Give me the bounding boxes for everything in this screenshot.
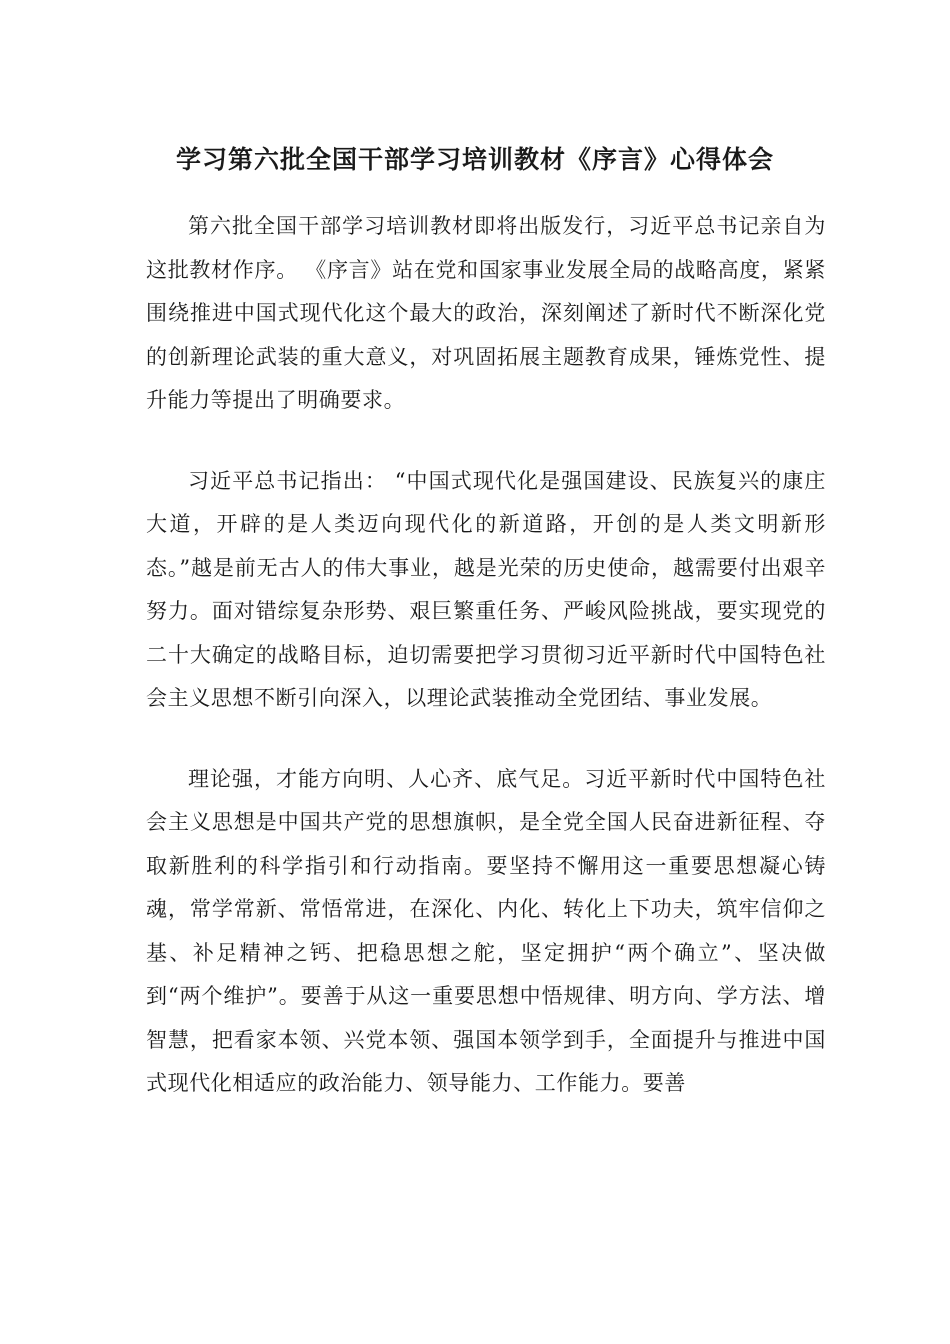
paragraph-1: 第六批全国干部学习培训教材即将出版发行，习近平总书记亲自为这批教材作序。 《序言》站在党和国家事业发展全局的战略高度，紧紧围绕推进中国式现代化这个最大的政治，深刻阐述了新时代不断深化党的创新理论武装的重大意义，对巩固拓展主题教育成果，锤炼党性、提升能力等提出了明确要求。 (146, 214, 826, 412)
document-title: 学习第六批全国干部学习培训教材《序言》心得体会 (175, 145, 774, 174)
document-body (146, 205, 826, 1143)
paragraph-3: 理论强，才能方向明、人心齐、底气足。习近平新时代中国特色社会主义思想是中国共产党的思想旗帜，是全党全国人民奋进新征程、夺取新胜利的科学指引和行动指南。要坚持不懈用这一重要思想凝心铸魂，常学常新、常悟常进，在深化、内化、转化上下功夫，筑牢信仰之基、补足精神之钙、把稳思想之舵，坚定拥护“两个确立”、坚决做到“两个维护”。要善于从这一重要思想中悟规律、明方向、学方法、增智慧，把看家本领、兴党本领、强国本领学到手，全面提升与推进中国式现代化相适应的政治能力、领导能力、工作能力。要善 (146, 766, 826, 1095)
paragraph-2: 习近平总书记指出： “中国式现代化是强国建设、民族复兴的康庄大道，开辟的是人类迈向现代化的新道路，开创的是人类文明新形态。”越是前无古人的伟大事业，越是光荣的历史使命，越需要付出艰辛努力。面对错综复杂形势、艰巨繁重任务、严峻风险挑战，要实现党的二十大确定的战略目标，迫切需要把学习贯彻习近平新时代中国特色社会主义思想不断引向深入，以理论武装推动全党团结、事业发展。 (146, 468, 826, 710)
